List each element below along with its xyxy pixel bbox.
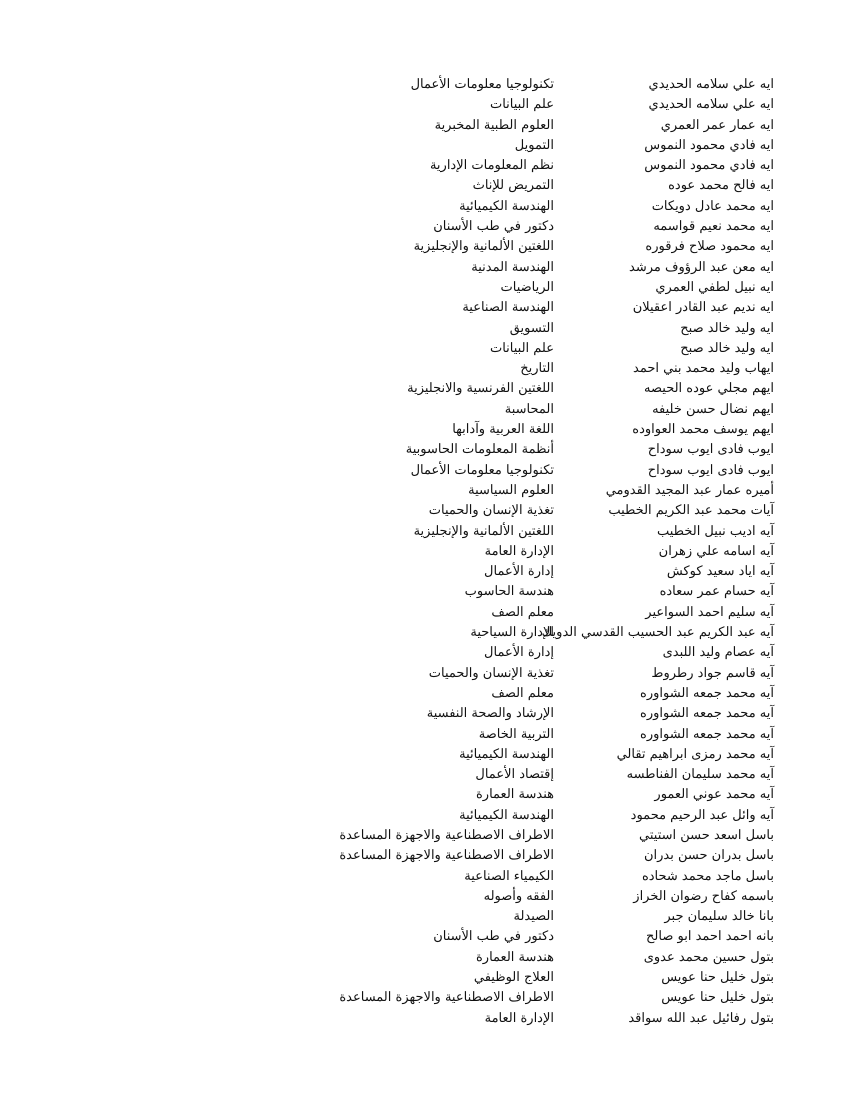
student-major: الإدارة العامة bbox=[484, 543, 554, 559]
student-major: الصيدلة bbox=[513, 909, 554, 925]
student-name: آيه محمد رمزى ابراهيم تقالي bbox=[616, 746, 774, 762]
student-name: ايه محمد عادل دويكات bbox=[651, 198, 774, 214]
student-major: هندسة الحاسوب bbox=[464, 584, 554, 600]
student-name: ايه معن عبد الرؤوف مرشد bbox=[629, 259, 774, 275]
list-item bbox=[254, 136, 774, 156]
student-name: ايوب فادى ايوب سوداح bbox=[647, 442, 774, 458]
student-name: ايه نديم عبد القادر اعقيلان bbox=[632, 300, 774, 316]
list-item bbox=[254, 440, 774, 460]
list-item bbox=[254, 826, 774, 846]
student-name: باسل بدران حسن بدران bbox=[644, 848, 774, 864]
student-major: أنظمة المعلومات الحاسوبية bbox=[405, 442, 554, 458]
student-major: إقتصاد الأعمال bbox=[475, 767, 554, 783]
student-major: التسويق bbox=[509, 320, 554, 336]
student-name: ايه وليد خالد صبح bbox=[680, 340, 774, 356]
student-major: الإدارة العامة bbox=[484, 1010, 554, 1026]
list-item bbox=[254, 197, 774, 217]
student-major: العلوم السياسية bbox=[468, 482, 554, 498]
student-name: ايه فالح محمد عوده bbox=[668, 178, 774, 194]
student-name: ايه فادي محمود النموس bbox=[644, 137, 774, 153]
student-major: الكيمياء الصناعية bbox=[464, 868, 554, 884]
student-name: ايه محمود صلاح فرقوره bbox=[645, 239, 774, 255]
list-item bbox=[254, 684, 774, 704]
student-major: الهندسة المدنية bbox=[471, 259, 554, 275]
list-item bbox=[254, 75, 774, 95]
list-item bbox=[254, 400, 774, 420]
student-major: التمريض للإناث bbox=[472, 178, 554, 194]
student-name: ايه وليد خالد صبح bbox=[680, 320, 774, 336]
list-item bbox=[254, 298, 774, 318]
student-name: آيه عصام وليد اللبدى bbox=[662, 645, 774, 661]
student-major: الإدارة السياحية bbox=[470, 625, 554, 641]
student-name: بتول خليل حنا عويس bbox=[661, 990, 774, 1006]
list-item bbox=[254, 501, 774, 521]
list-item bbox=[254, 785, 774, 805]
student-name: آيه قاسم جواد رطروط bbox=[651, 665, 774, 681]
student-major: إدارة الأعمال bbox=[484, 564, 554, 580]
student-name: آيه عبد الكريم عبد الحسيب القدسي الدويك bbox=[541, 625, 774, 641]
list-item bbox=[254, 643, 774, 663]
list-item bbox=[254, 420, 774, 440]
student-name: آيه محمد سليمان الفناطسه bbox=[626, 767, 774, 783]
list-item bbox=[254, 522, 774, 542]
list-item bbox=[254, 237, 774, 257]
student-major: الاطراف الاصطناعية والاجهزة المساعدة bbox=[339, 848, 554, 864]
student-name: آيه حسام عمر سعاده bbox=[659, 584, 774, 600]
student-major: اللغة العربية وآدابها bbox=[452, 422, 554, 438]
student-major: التاريخ bbox=[520, 361, 554, 377]
student-name: ايهاب وليد محمد بني احمد bbox=[633, 361, 774, 377]
student-major: دكتور في طب الأسنان bbox=[433, 929, 554, 945]
list-item bbox=[254, 887, 774, 907]
list-item bbox=[254, 846, 774, 866]
list-item bbox=[254, 725, 774, 745]
student-name: آيه محمد جمعه الشواوره bbox=[640, 726, 774, 742]
student-major: تكنولوجيا معلومات الأعمال bbox=[410, 462, 554, 478]
list-item bbox=[254, 582, 774, 602]
student-major: العلاج الوظيفي bbox=[473, 970, 554, 986]
student-name: آيه محمد جمعه الشواوره bbox=[640, 685, 774, 701]
student-name: بانا خالد سليمان جبر bbox=[664, 909, 774, 925]
list-item bbox=[254, 664, 774, 684]
student-name: ايه علي سلامه الحديدي bbox=[648, 97, 774, 113]
list-item bbox=[254, 562, 774, 582]
student-name: آيه محمد جمعه الشواوره bbox=[640, 706, 774, 722]
student-name: ايهم يوسف محمد العواوده bbox=[632, 422, 774, 438]
student-major: معلم الصف bbox=[491, 604, 554, 620]
list-item bbox=[254, 907, 774, 927]
student-major: الفقه وأصوله bbox=[483, 888, 554, 904]
student-major: تكنولوجيا معلومات الأعمال bbox=[410, 77, 554, 92]
student-major: نظم المعلومات الإدارية bbox=[429, 158, 554, 174]
student-major: الهندسة الصناعية bbox=[462, 300, 554, 316]
list-item bbox=[254, 461, 774, 481]
student-name: باسمه كفاح رضوان الخراز bbox=[633, 888, 774, 904]
list-item bbox=[254, 745, 774, 765]
list-item bbox=[254, 806, 774, 826]
student-major: الهندسة الكيميائية bbox=[459, 746, 554, 762]
student-name: ايه علي سلامه الحديدي bbox=[648, 77, 774, 92]
list-item bbox=[254, 948, 774, 968]
student-major-list bbox=[254, 75, 774, 1029]
student-name: ايه عمار عمر العمري bbox=[660, 117, 774, 133]
student-name: ايه فادي محمود النموس bbox=[644, 158, 774, 174]
student-name: آيه محمد عوني العمور bbox=[654, 787, 774, 803]
list-item bbox=[254, 258, 774, 278]
student-major: علم البيانات bbox=[489, 97, 554, 113]
student-major: الإرشاد والصحة النفسية bbox=[426, 706, 554, 722]
list-item bbox=[254, 339, 774, 359]
student-name: ايهم مجلي عوده الحيصه bbox=[644, 381, 774, 397]
list-item bbox=[254, 278, 774, 298]
student-major: اللغتين الألمانية والإنجليزية bbox=[413, 239, 554, 255]
student-major: هندسة العمارة bbox=[475, 787, 554, 803]
student-major: التربية الخاصة bbox=[478, 726, 554, 742]
list-item bbox=[254, 704, 774, 724]
student-name: أميره عمار عبد المجيد القدومي bbox=[605, 482, 774, 498]
list-item bbox=[254, 988, 774, 1008]
list-item bbox=[254, 176, 774, 196]
student-major: الرياضيات bbox=[500, 279, 554, 295]
student-name: بتول حسين محمد عدوى bbox=[643, 949, 774, 965]
student-major: معلم الصف bbox=[491, 685, 554, 701]
list-item bbox=[254, 217, 774, 237]
list-item bbox=[254, 95, 774, 115]
list-item bbox=[254, 765, 774, 785]
student-name: آيات محمد عبد الكريم الخطيب bbox=[608, 503, 774, 519]
student-major: التمويل bbox=[514, 137, 554, 153]
list-item bbox=[254, 542, 774, 562]
student-major: تغذية الإنسان والحميات bbox=[428, 503, 554, 519]
student-name: ايهم نضال حسن خليفه bbox=[652, 401, 774, 417]
student-name: باسل ماجد محمد شحاده bbox=[641, 868, 774, 884]
list-item bbox=[254, 379, 774, 399]
student-major: الهندسة الكيميائية bbox=[459, 807, 554, 823]
student-major: المحاسبة bbox=[504, 401, 554, 417]
student-name: بتول خليل حنا عويس bbox=[661, 970, 774, 986]
list-item bbox=[254, 867, 774, 887]
student-name: آيه وائل عبد الرحيم محمود bbox=[630, 807, 774, 823]
student-major: هندسة العمارة bbox=[475, 949, 554, 965]
student-name: ايه نبيل لطفي العمري bbox=[655, 279, 774, 295]
student-name: بانه احمد احمد ابو صالح bbox=[646, 929, 774, 945]
student-major: الاطراف الاصطناعية والاجهزة المساعدة bbox=[339, 827, 554, 843]
student-major: العلوم الطبية المخبرية bbox=[434, 117, 554, 133]
student-major: الاطراف الاصطناعية والاجهزة المساعدة bbox=[339, 990, 554, 1006]
list-item bbox=[254, 116, 774, 136]
student-major: اللغتين الفرنسية والانجليزية bbox=[407, 381, 554, 397]
list-item bbox=[254, 927, 774, 947]
student-major: دكتور في طب الأسنان bbox=[433, 219, 554, 235]
student-major: تغذية الإنسان والحميات bbox=[428, 665, 554, 681]
list-item bbox=[254, 603, 774, 623]
list-item bbox=[254, 968, 774, 988]
student-name: ايه محمد نعيم قواسمه bbox=[653, 219, 774, 235]
list-item bbox=[254, 319, 774, 339]
list-item bbox=[254, 1009, 774, 1029]
student-major: علم البيانات bbox=[489, 340, 554, 356]
student-major: الهندسة الكيميائية bbox=[459, 198, 554, 214]
list-item bbox=[254, 481, 774, 501]
student-name: آيه سليم احمد السواعير bbox=[645, 604, 774, 620]
student-name: ايوب فادى ايوب سوداح bbox=[647, 462, 774, 478]
list-item bbox=[254, 156, 774, 176]
student-name: آيه اديب نبيل الخطيب bbox=[656, 523, 774, 539]
list-item bbox=[254, 359, 774, 379]
student-name: آيه اسامه علي زهران bbox=[658, 543, 774, 559]
student-major: إدارة الأعمال bbox=[484, 645, 554, 661]
student-name: آيه اياد سعيد كوكش bbox=[666, 564, 774, 580]
list-item bbox=[254, 623, 774, 643]
student-major: اللغتين الألمانية والإنجليزية bbox=[413, 523, 554, 539]
student-name: بتول رفائيل عبد الله سواقد bbox=[628, 1010, 774, 1026]
student-name: باسل اسعد حسن استيتي bbox=[639, 827, 774, 843]
